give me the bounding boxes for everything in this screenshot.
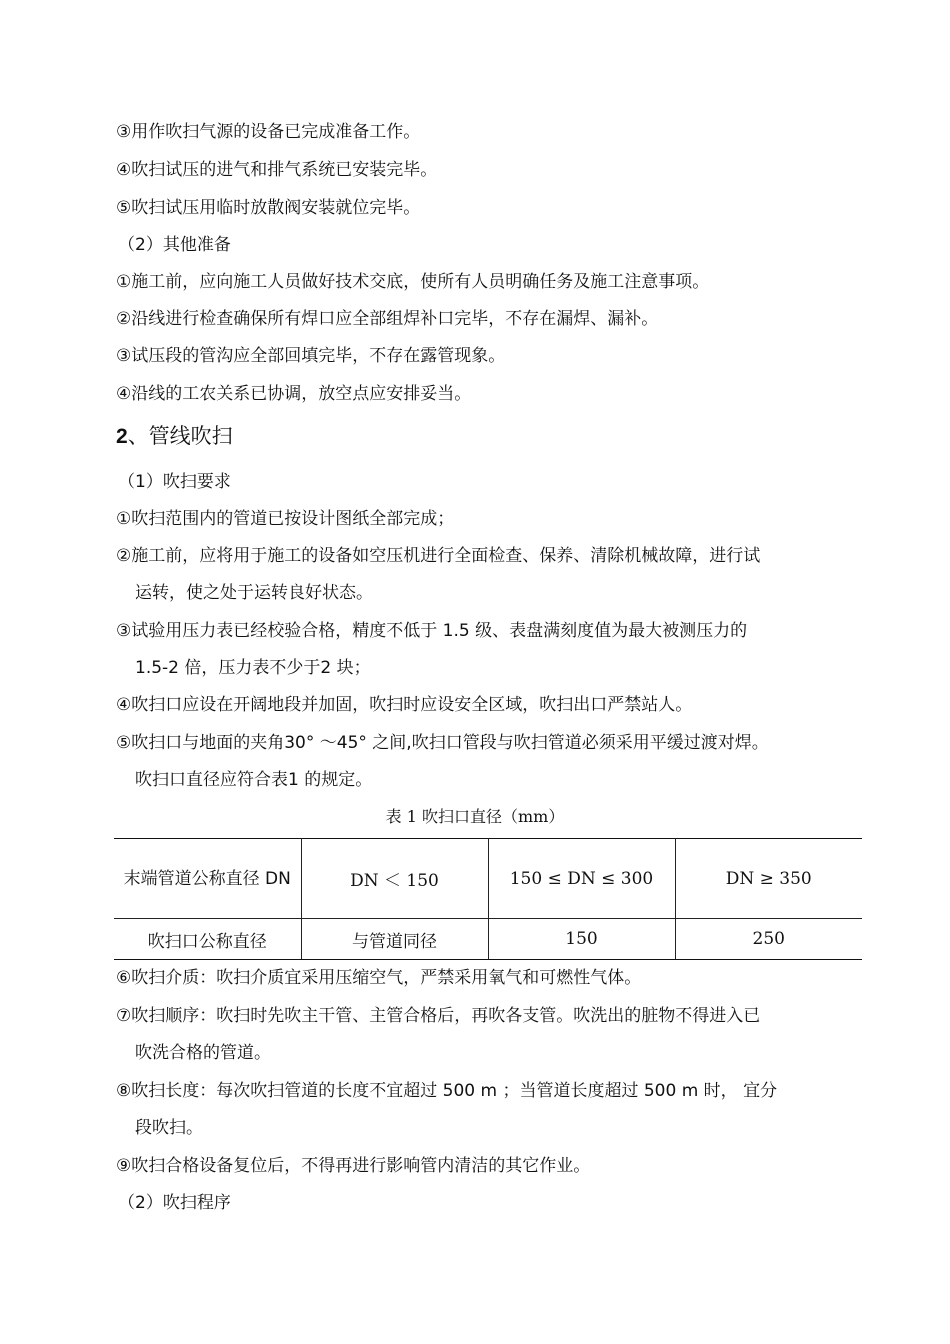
text-line: 吹洗合格的管道。 <box>135 1043 271 1063</box>
row-header: 吹扫口公称直径 <box>114 919 301 960</box>
text-line: ④吹扫口应设在开阔地段并加固，吹扫时应设安全区域，吹扫出口严禁站人。 <box>116 695 693 715</box>
text-line: ⑥吹扫介质：吹扫介质宜采用压缩空气，严禁采用氧气和可燃性气体。 <box>116 968 642 988</box>
text-line: ③试压段的管沟应全部回填完毕，不存在露管现象。 <box>116 346 506 366</box>
table-caption: 表 1 吹扫口直径（mm） <box>385 807 565 826</box>
text-line: ①施工前，应向施工人员做好技术交底，使所有人员明确任务及施工注意事项。 <box>116 272 710 292</box>
text-line: 1.5-2 倍，压力表不少于2 块； <box>135 658 371 678</box>
row-header: 末端管道公称直径 DN <box>114 839 301 919</box>
table-cell: 150 ≤ DN ≤ 300 <box>488 839 675 919</box>
table-row <box>114 919 862 960</box>
table-cell: 150 <box>488 919 675 960</box>
section-title: 、管线吹扫 <box>127 424 233 448</box>
text-line: ⑤吹扫试压用临时放散阀安装就位完毕。 <box>116 198 421 218</box>
table-row <box>114 839 862 919</box>
text-line: 运转，使之处于运转良好状态。 <box>135 583 373 603</box>
diameter-table <box>114 838 862 960</box>
text-line: ②沿线进行检查确保所有焊口应全部组焊补口完毕，不存在漏焊、漏补。 <box>116 309 659 329</box>
text-line: ③试验用压力表已经校验合格，精度不低于 1.5 级、表盘满刻度值为最大被测压力的 <box>116 621 748 641</box>
text-line: 段吹扫。 <box>135 1118 203 1138</box>
text-line: ⑦吹扫顺序：吹扫时先吹主干管、主管合格后，再吹各支管。吹洗出的脏物不得进入已 <box>116 1006 761 1026</box>
text-line: ③用作吹扫气源的设备已完成准备工作。 <box>116 122 421 142</box>
section-heading <box>116 422 233 451</box>
subsection-heading: （2）其他准备 <box>118 235 231 255</box>
text-line: ①吹扫范围内的管道已按设计图纸全部完成； <box>116 509 455 529</box>
subsection-heading: （1）吹扫要求 <box>118 472 231 492</box>
text-line: ②施工前，应将用于施工的设备如空压机进行全面检查、保养、清除机械故障，进行试 <box>116 546 761 566</box>
text-line: ⑧吹扫长度：每次吹扫管道的长度不宜超过 500 m ；当管道长度超过 500 m 时， 宜分 <box>116 1081 778 1101</box>
text-line: ⑨吹扫合格设备复位后，不得再进行影响管内清洁的其它作业。 <box>116 1156 591 1176</box>
table-cell: DN ≥ 350 <box>675 839 862 919</box>
text-line: 吹扫口直径应符合表1 的规定。 <box>135 770 373 790</box>
text-line: ④吹扫试压的进气和排气系统已安装完毕。 <box>116 160 438 180</box>
table-cell: DN ＜ 150 <box>301 839 488 919</box>
subsection-heading: （2）吹扫程序 <box>118 1193 231 1213</box>
text-line: ④沿线的工农关系已协调，放空点应安排妥当。 <box>116 384 472 404</box>
table-cell: 与管道同径 <box>301 919 488 960</box>
table-cell: 250 <box>675 919 862 960</box>
text-line: ⑤吹扫口与地面的夹角30° ～45° 之间,吹扫口管段与吹扫管道必须采用平缓过渡对焊。 <box>116 733 769 753</box>
section-number: 2 <box>116 425 128 448</box>
